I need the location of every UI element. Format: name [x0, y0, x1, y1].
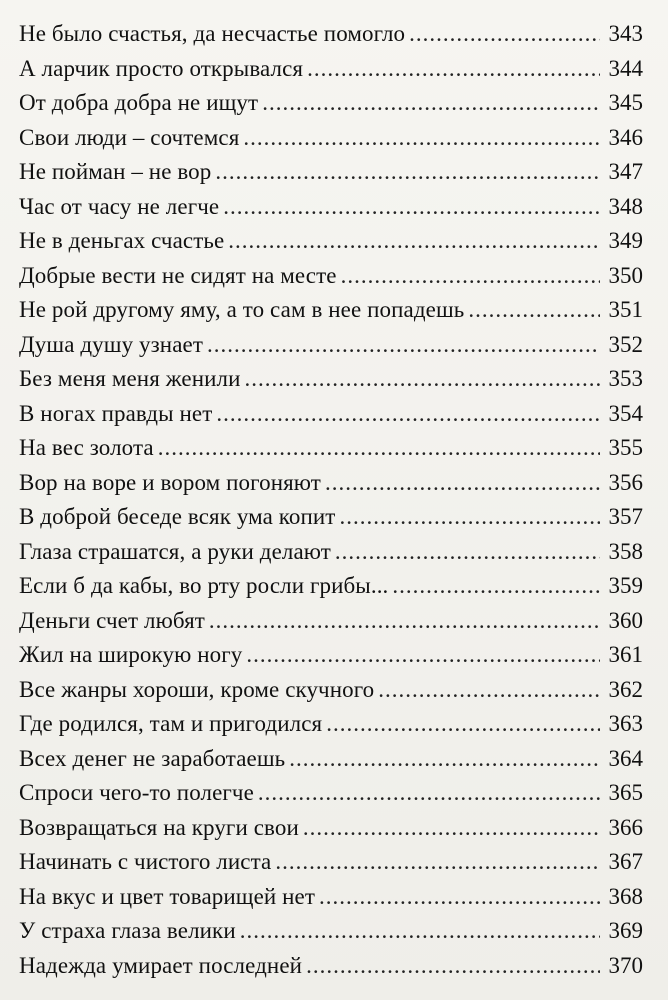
toc-entry — [19, 539, 643, 574]
toc-entry-page-number: 356 — [608, 469, 643, 495]
toc-entry — [19, 90, 643, 125]
toc-entry-title: Где родился, там и пригодился — [19, 711, 323, 736]
dot-leader — [339, 504, 600, 530]
toc-entry — [19, 401, 643, 436]
dot-leader — [378, 677, 600, 703]
toc-entry-title: Возвращаться на круги свои — [19, 814, 299, 840]
toc-entry-title: Жил на широкую ногу — [19, 642, 243, 667]
toc-entry-page-number: 359 — [608, 573, 643, 598]
toc-entry-page-number: 353 — [608, 366, 643, 391]
dot-leader — [307, 56, 600, 82]
dot-leader — [335, 539, 600, 565]
toc-entry-page-number: 345 — [608, 90, 643, 115]
toc-entry-title: Не в деньгах счастье — [19, 228, 225, 253]
toc-entry — [19, 297, 643, 332]
toc-entry — [19, 953, 643, 988]
toc-entry-title: А ларчик просто открывался — [19, 55, 304, 81]
toc-entry-page-number: 370 — [608, 952, 643, 978]
toc-entry — [19, 332, 643, 367]
toc-entry — [19, 228, 643, 263]
toc-entry-title: Душа душу узнает — [19, 331, 203, 357]
toc-entry — [19, 263, 643, 298]
toc-entry — [19, 366, 643, 401]
toc-entry-title: Не пойман – не вор — [19, 159, 212, 184]
toc-entry-page-number: 354 — [608, 400, 643, 426]
toc-entry — [19, 573, 643, 608]
dot-leader — [245, 366, 600, 392]
toc-entry-title: На вес золота — [19, 435, 154, 460]
toc-entry-page-number: 357 — [608, 504, 643, 529]
toc-entry-page-number: 368 — [608, 883, 643, 909]
toc-entry — [19, 504, 643, 539]
toc-entry-title: Деньги счет любят — [19, 607, 205, 633]
toc-entry-title: Не было счастья, да несчастье помогло — [19, 21, 406, 46]
toc-entry — [19, 677, 643, 712]
dot-leader — [228, 228, 600, 254]
toc-entry — [19, 470, 643, 505]
dot-leader — [216, 401, 600, 427]
dot-leader — [341, 263, 600, 289]
toc-entry-title: Свои люди – сочтемся — [19, 124, 240, 150]
toc-entry-page-number: 343 — [608, 21, 643, 46]
toc-entry-page-number: 365 — [608, 780, 643, 805]
toc-entry-page-number: 352 — [608, 331, 643, 357]
toc-entry-page-number: 349 — [608, 228, 643, 253]
toc-entry — [19, 56, 643, 91]
dot-leader — [409, 21, 600, 47]
toc-entry-title: Начинать с чистого листа — [19, 849, 272, 874]
toc-entry — [19, 21, 643, 56]
toc-entry-page-number: 355 — [608, 435, 643, 460]
toc-entry — [19, 608, 643, 643]
toc-entry-page-number: 348 — [608, 193, 643, 219]
toc-entry-title: В ногах правды нет — [19, 400, 213, 426]
dot-leader — [240, 918, 600, 944]
dot-leader — [215, 159, 600, 185]
dot-leader — [243, 125, 600, 151]
toc-entry — [19, 918, 643, 953]
toc-entry-page-number: 351 — [608, 297, 643, 322]
toc-entry-title: На вкус и цвет товарищей нет — [19, 883, 316, 909]
dot-leader — [275, 849, 600, 875]
toc-entry-page-number: 360 — [608, 607, 643, 633]
toc-entry-title: Спроси чего-то полегче — [19, 780, 254, 805]
table-of-contents — [19, 21, 643, 987]
toc-entry — [19, 194, 643, 229]
toc-entry-title: Глаза страшатся, а руки делают — [19, 538, 331, 564]
toc-entry-title: В доброй беседе всяк ума копит — [19, 504, 336, 529]
dot-leader — [325, 470, 600, 496]
toc-entry-page-number: 344 — [608, 55, 643, 81]
toc-entry-title: Не рой другому яму, а то сам в нее попадешь — [19, 297, 465, 322]
toc-entry — [19, 746, 643, 781]
toc-entry-page-number: 358 — [608, 538, 643, 564]
toc-entry-title: Без меня меня женили — [19, 366, 241, 391]
toc-entry — [19, 849, 643, 884]
dot-leader — [392, 573, 600, 599]
toc-entry — [19, 435, 643, 470]
toc-entry-page-number: 361 — [608, 642, 643, 667]
toc-entry — [19, 159, 643, 194]
toc-entry-title: Добрые вести не сидят на месте — [19, 262, 337, 288]
toc-entry-title: Надежда умирает последней — [19, 952, 303, 978]
toc-entry-page-number: 347 — [608, 159, 643, 184]
dot-leader — [207, 332, 600, 358]
toc-entry — [19, 711, 643, 746]
toc-entry-title: Вор на воре и вором погоняют — [19, 469, 321, 495]
dot-leader — [468, 297, 600, 323]
toc-entry-page-number: 364 — [608, 745, 643, 771]
dot-leader — [209, 608, 600, 634]
toc-entry-page-number: 346 — [608, 124, 643, 150]
toc-entry-page-number: 366 — [608, 814, 643, 840]
toc-entry — [19, 642, 643, 677]
toc-entry-title: Все жанры хороши, кроме скучного — [19, 676, 375, 702]
toc-entry-page-number: 362 — [608, 676, 643, 702]
dot-leader — [319, 884, 600, 910]
toc-entry — [19, 884, 643, 919]
dot-leader — [306, 953, 600, 979]
toc-entry — [19, 125, 643, 160]
toc-entry — [19, 815, 643, 850]
toc-entry-page-number: 367 — [608, 849, 643, 874]
toc-entry-page-number: 369 — [608, 918, 643, 943]
toc-entry-page-number: 363 — [608, 711, 643, 736]
toc-entry-title: Всех денег не заработаешь — [19, 745, 286, 771]
toc-entry — [19, 780, 643, 815]
toc-entry-page-number: 350 — [608, 262, 643, 288]
dot-leader — [289, 746, 600, 772]
toc-entry-title: От добра добра не ищут — [19, 90, 259, 115]
dot-leader — [246, 642, 600, 668]
toc-entry-title: У страха глаза велики — [19, 918, 236, 943]
dot-leader — [326, 711, 600, 737]
toc-entry-title: Если б да кабы, во рту росли грибы... — [19, 573, 389, 598]
dot-leader — [223, 194, 600, 220]
dot-leader — [262, 90, 600, 116]
dot-leader — [258, 780, 600, 806]
dot-leader — [303, 815, 600, 841]
dot-leader — [158, 435, 600, 461]
toc-entry-title: Час от часу не легче — [19, 193, 220, 219]
